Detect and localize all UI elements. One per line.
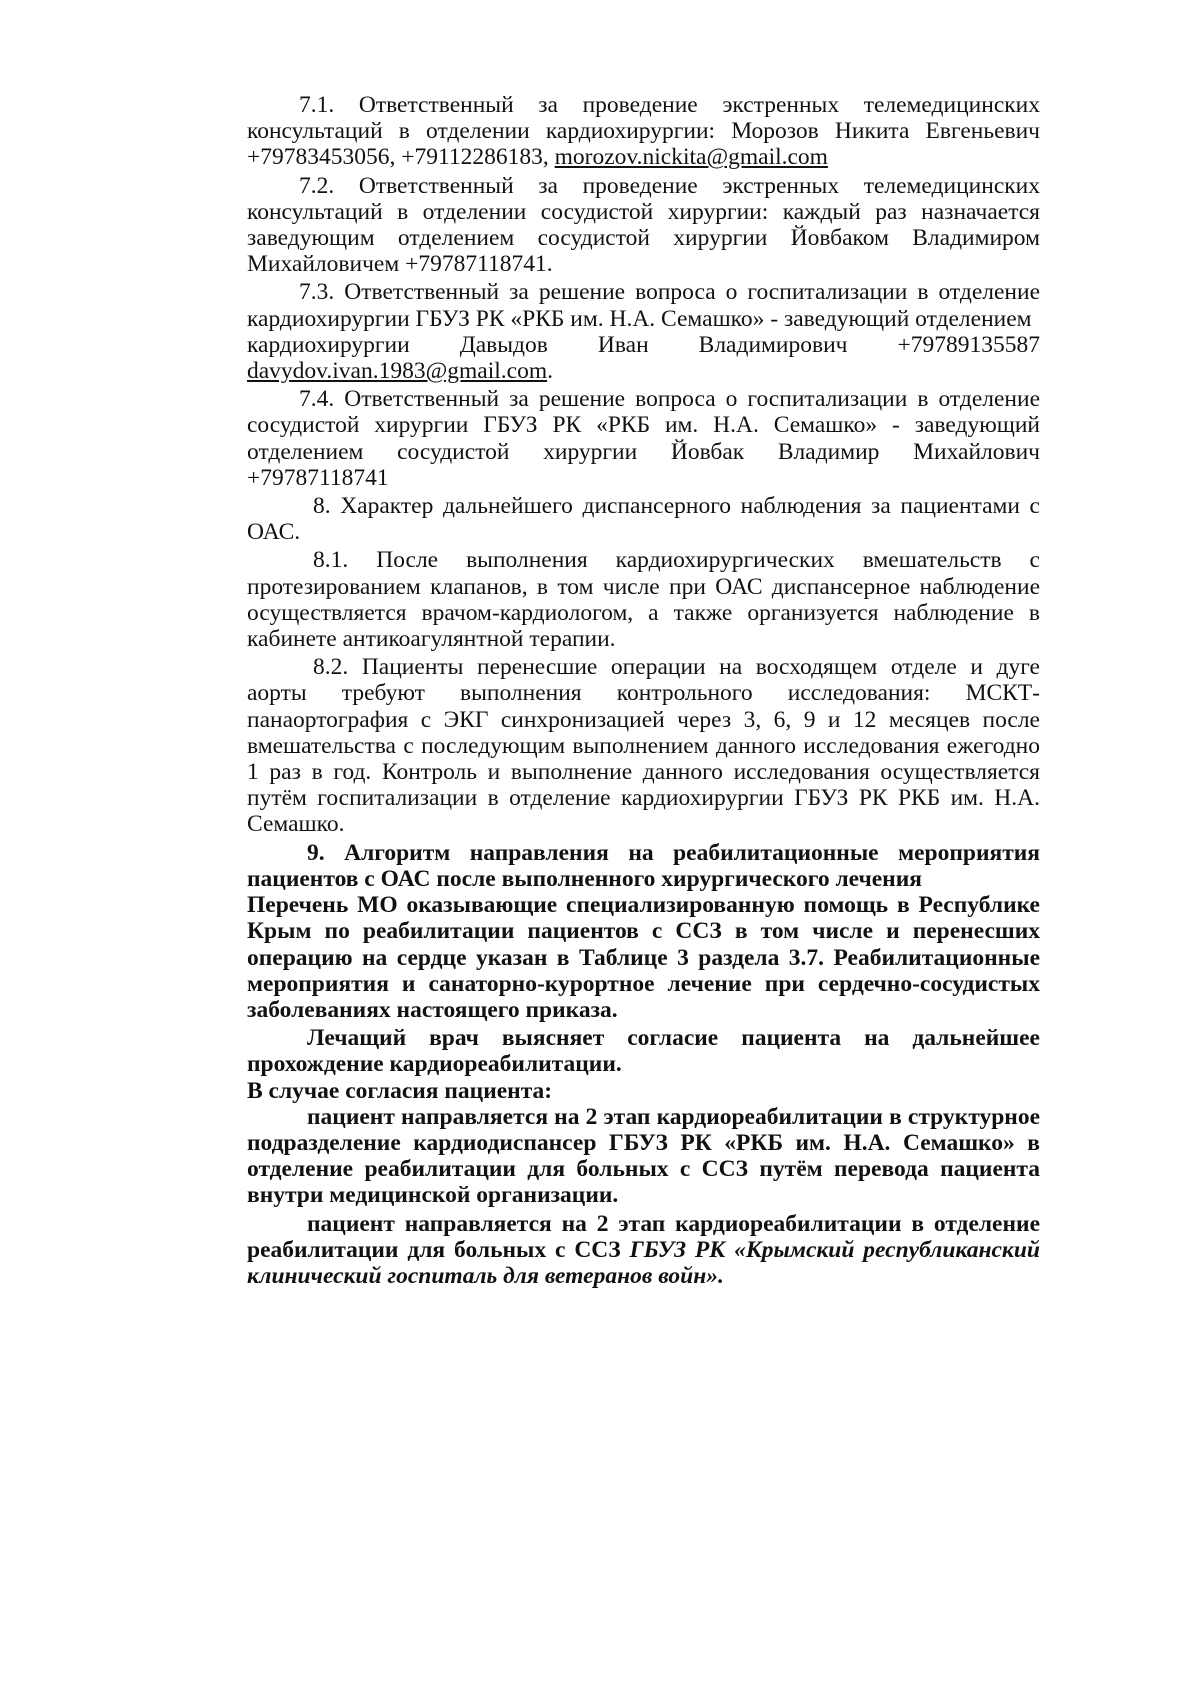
section-9-option-1: пациент направляется на 2 этап кардиореабилитации в структурное подразделение кардиодиспансер ГБУЗ РК «РКБ им. Н.А. Семашко» в отделение реабилитации для больных с ССЗ путём перевода пациента внутри медицинской организации. <box>247 1103 1040 1209</box>
section-9-heading: 9. Алгоритм направления на реабилитационные мероприятия пациентов с ОАС после выполненного хирургического лечения <box>247 839 1040 892</box>
contact-word: Давыдов <box>459 331 548 358</box>
paragraph-8-2: 8.2. Пациенты перенесшие операции на восходящем отделе и дуге аорты требуют выполнения контрольного исследования: МСКТ-панаортография с ЭКГ синхронизацией через 3, 6, 9 и 12 месяцев после вмешательства с последующим выполнением данного исследования ежегодно 1 раз в год. Контроль и выполнение данного исследования осуществляется путём госпитализации в отделение кардиохирургии ГБУЗ РК РКБ им. Н.А. Семашко. <box>247 654 1040 838</box>
contact-word: Владимирович <box>698 331 848 358</box>
paragraph-7-3 <box>247 279 1040 384</box>
section-9-option-2 <box>247 1211 1040 1290</box>
contact-word: Иван <box>597 331 649 358</box>
paragraph-7-3-email-line <box>247 358 1040 384</box>
contact-word: кардиохирургии <box>247 331 410 358</box>
paragraph-7-2: 7.2. Ответственный за проведение экстренных телемедицинских консультаций в отделении сосудистой хирургии: каждый раз назначается заведующим отделением сосудистой хирургии Йовбаком Владимиром Михайловичем +79787118741. <box>247 172 1040 278</box>
section-9-list-intro: Перечень МО оказывающие специализированную помощь в Республике Крым по реабилитации пациентов с ССЗ в том числе и перенесших операцию на сердце указан в Таблице 3 раздела 3.7. Реабилитационные мероприятия и санаторно-курортное лечение при сердечно-сосудистых заболеваниях настоящего приказа. <box>247 892 1040 1023</box>
paragraph-7-3-contact-line <box>247 332 1040 358</box>
document-page <box>247 92 1040 1289</box>
paragraph-8-1: 8.1. После выполнения кардиохирургических вмешательств с протезированием клапанов, в том числе при ОАС диспансерное наблюдение осуществляется врачом-кардиологом, а также организуется наблюдение в кабинете антикоагулянтной терапии. <box>247 547 1040 653</box>
contact-phone: +79789135587 <box>897 331 1040 358</box>
paragraph-7-4: 7.4. Ответственный за решение вопроса о госпитализации в отделение сосудистой хирургии ГБУЗ РК «РКБ им. Н.А. Семашко» - заведующий отделением сосудистой хирургии Йовбак Владимир Михайлович +79787118741 <box>247 386 1040 491</box>
email-link-morozov[interactable]: morozov.nickita@gmail.com <box>554 144 828 171</box>
option-2-text: пациент направляется на 2 этап кардиореабилитации в отделение реабилитации для больных с ССЗ <box>247 1210 1040 1263</box>
option-2-hospital-name: ГБУЗ РК «Крымский республиканский клинический госпиталь для ветеранов войн». <box>247 1236 1040 1289</box>
email-suffix: . <box>547 358 553 385</box>
paragraph-8: 8. Характер дальнейшего диспансерного наблюдения за пациентами с ОАС. <box>247 493 1040 546</box>
paragraph-7-3-text: 7.3. Ответственный за решение вопроса о госпитализации в отделение кардиохирургии ГБУЗ РК «РКБ им. Н.А. Семашко» - заведующий отделением <box>247 279 1040 332</box>
email-link-davydov[interactable]: davydov.ivan.1983@gmail.com <box>247 358 548 385</box>
paragraph-7-1 <box>247 92 1040 171</box>
section-9-if-consent: В случае согласия пациента: <box>247 1077 553 1104</box>
section-9-consent: Лечащий врач выясняет согласие пациента на дальнейшее прохождение кардиореабилитации. <box>247 1025 1040 1078</box>
paragraph-7-1-text: 7.1. Ответственный за проведение экстренных телемедицинских консультаций в отделении кардиохирургии: Морозов Никита Евгеньевич +79783453056, +79112286183, <box>247 92 1040 171</box>
